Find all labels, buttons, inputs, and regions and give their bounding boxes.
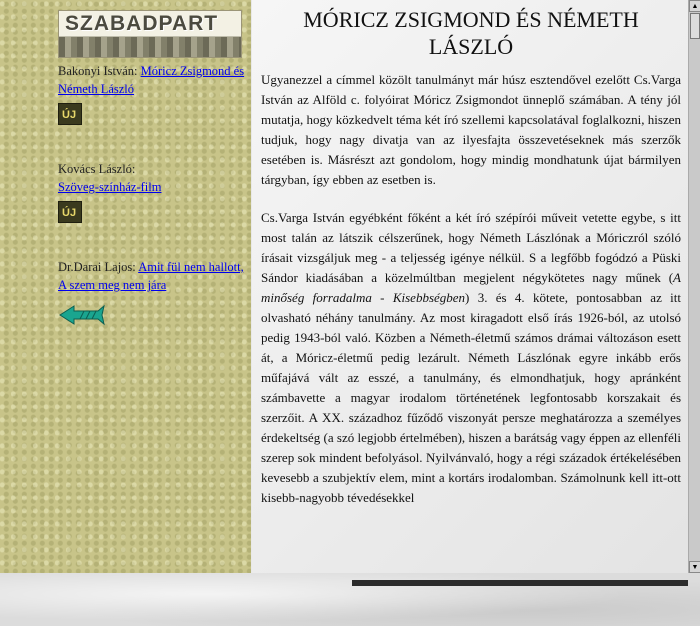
sidebar-entry-1 (58, 62, 248, 130)
sidebar-content (58, 10, 248, 331)
paragraph-text: ) 3. és 4. kötete, pontosabban az itt olvasható néhány tanulmány. Az most kiragadott első írás 1926-ból, az utolsó pedig 1943-ból való. Közben a Németh-életmű számos drámai változáson esett át, a Móricz-életmű pedig lezárult. Németh Lászlónak egyre inkább erős műfajává vált az esszé, a tanulmány, és elmondhatjuk, hogy apránként számbavette a magyar irodalom történetének legfontosabb korszakait és szerzőit. A XX. századhoz fűződő viszonyát persze meghatározza a személyes érdekeltség (a szó legjobb értelmében), hiszen a barátság vagy éppen az ellenféli szerep sok mindent befolyásol. Nyilvánvaló, hogy a régi századok értékelésében kevesebb a szubjektív elem, mint a kortárs irodalomban. Számolnunk kell itt-ott kisebb-nagyobb tévedésekkel (261, 290, 681, 505)
entry-author: Bakonyi István: (58, 64, 141, 78)
article-paragraph-1: Ugyanezzel a címmel közölt tanulmányt már húsz esztendővel ezelőtt Cs.Varga István az Alföld c. folyóirat Móricz Zsigmondot ünneplő számában. A tény jól mutatja, hogy közkedvelt téma két író szellemi kapcsolatával foglalkozni, hiszen tudjuk, hogy nagy divatja van az ilyesfajta összevetéseknek más szerzők esetében is. Másrészt azt gondolom, hogy mindig mondhatunk újat bármilyen tárgyban, így ebben az esetben is. (261, 72, 681, 187)
entry-link[interactable]: Móricz Zsigmond és Németh László (58, 64, 245, 96)
spacer (58, 130, 248, 156)
scroll-thumb[interactable] (690, 13, 700, 39)
scroll-down-button[interactable]: ▼ (689, 561, 700, 573)
logo-text: SZABADPART (65, 12, 219, 35)
article-content (252, 0, 688, 508)
new-badge-icon (58, 201, 82, 223)
entry-author: Dr.Darai Lajos: (58, 260, 139, 274)
sidebar-frame (0, 0, 251, 573)
arrow-left-icon (58, 304, 106, 326)
article-title: MÓRICZ ZSIGMOND ÉS NÉMETH LÁSZLÓ (303, 7, 639, 59)
article-paragraph-2 (261, 208, 681, 508)
entry-author: Kovács László: (58, 162, 136, 176)
new-badge-icon (58, 103, 82, 125)
sidebar-entry-2 (58, 160, 248, 228)
book-title: A minőség forradalma - Kisebbségben (261, 270, 681, 305)
scroll-up-button[interactable]: ▲ (689, 0, 700, 12)
paragraph-text: Cs.Varga István egyébként főként a két író szépírói műveit vetette egybe, s itt most talán az látszik célszerűnek, hogy Németh Lászlónak a Móriczról szóló írásait vizsgáljuk meg - a teljesség igénye nélkül. S a legfőbb fogódzó a Püski Sándor kiadásában a közelmúltban megjelent négykötetes nagy műnek ( (261, 210, 681, 285)
sidebar-entry-3 (58, 258, 248, 294)
entry-link[interactable]: Amit fül nem hallott, A szem meg nem jára (58, 260, 244, 292)
entry-link[interactable]: Szöveg-színház-film (58, 180, 162, 194)
article-frame (252, 0, 688, 573)
back-button[interactable] (58, 304, 248, 331)
vertical-scrollbar[interactable] (688, 0, 700, 573)
site-logo[interactable] (58, 10, 242, 58)
logo-decoration (59, 37, 241, 57)
spacer (58, 228, 248, 254)
horizontal-scrollbar-edge (352, 580, 688, 586)
